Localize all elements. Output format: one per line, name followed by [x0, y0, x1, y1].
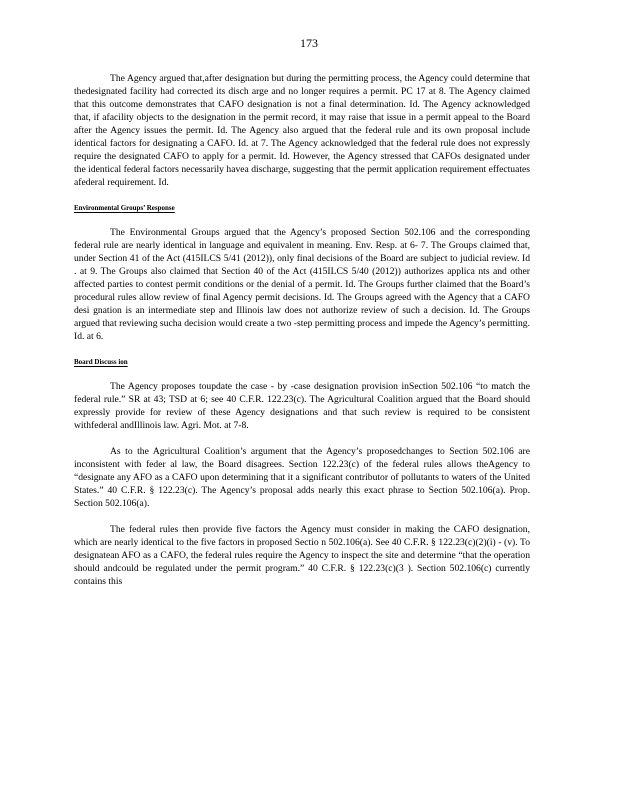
body-paragraph: The Environmental Groups argued that the Agency’s proposed Section 502.106 and the corresponding federal rule are nearly identical in language and equivalent in meaning. Env. Resp. at 6- 7. The Groups claimed that, under Section 41 of the Act (415ILCS 5/41 (2012)), only final decisions of the Board are subject to judicial review. Id . at 9. The Groups also claimed that Section 40 of the Act (415ILCS 5/40 (2012)) authorizes applica nts and other affected parties to contest permit conditions or the denial of a permit. Id. The Groups further claimed that the Board’s procedural rules allow review of final Agency permit decisions. Id. The Groups agreed with the Agency that a CAFO desi gnation is an intermediate step and Illinois law does not authorize review of such a decision. Id. The Groups argued that reviewing sucha decision would create a two -step permitting process and impede the Agency’s permitting. Id. at 6.	[74, 227, 530, 342]
page-number: 173	[300, 36, 318, 50]
document-body	[74, 72, 530, 588]
section-heading: Environmental Groups’ Response	[74, 204, 175, 212]
body-paragraph: As to the Agricultural Coalition’s argument that the Agency’s proposedchanges to Section 502.106 are inconsistent with feder al law, the Board disagrees. Section 122.23(c) of the federal rules allows theAgency to “designate any AFO as a CAFO upon determining that it a significant contributor of pollutants to waters of the United States.” 40 C.F.R. § 122.23(c). The Agency’s proposal adds nearly this exact phrase to Section 502.106(a). Prop. Section 502.106(a).	[74, 446, 530, 509]
body-paragraph: The Agency proposes toupdate the case - by -case designation provision inSection 502.106 “to match the federal rule.” SR at 43; TSD at 6; see 40 C.F.R. 122.23(c). The Agricultural Coalition argued that the Board should expressly provide for review of these Agency designations and that such review is required to be consistent withfederal andIllinois law. Agri. Mot. at 7-8.	[74, 381, 530, 431]
section-heading: Board Discuss ion	[74, 358, 128, 366]
body-paragraph: The Agency argued that,after designation but during the permitting process, the Agency could determine that thedesignated facility had corrected its disch arge and no longer requires a permit. PC 17 at 8. The Agency claimed that this outcome demonstrates that CAFO designation is not a final determination. Id. The Agency acknowledged that, if afacility objects to the designation in the permit record, it may raise that issue in a permit appeal to the Board after the Agency issues the permit. Id. The Agency also argued that the federal rule and its own proposal include identical factors for designating a CAFO. Id. at 7. The Agency acknowledged that the federal rule does not expressly require the designated CAFO to apply for a permit. Id. However, the Agency stressed that CAFOs designated under the identical federal factors necessarily havea discharge, suggesting that the permit application requirement effectuates afederal requirement. Id.	[74, 73, 530, 188]
body-paragraph: The federal rules then provide five factors the Agency must consider in making the CAFO designation, which are nearly identical to the five factors in proposed Sectio n 502.106(a). See 40 C.F.R. § 122.23(c)(2)(i) - (v). To designatean AFO as a CAFO, the federal rules require the Agency to inspect the site and determine “that the operation should andcould be regulated under the permit program.” 40 C.F.R. § 122.23(c)(3 ). Section 502.106(c) currently contains this	[74, 524, 530, 587]
